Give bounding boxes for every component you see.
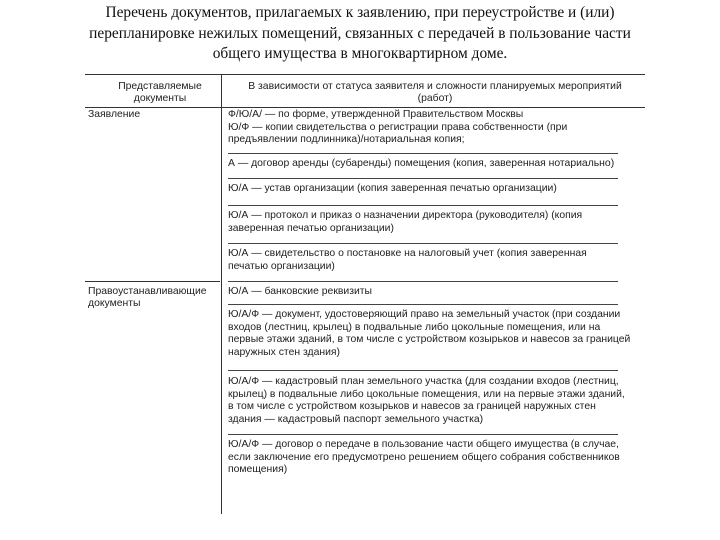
- entry-tax-registration: [228, 248, 638, 273]
- table-top-border: [85, 74, 645, 75]
- entry-director-order: [228, 210, 638, 235]
- header-left-line-1: Представляемые: [118, 81, 202, 92]
- section-label-title-documents: [88, 286, 218, 310]
- entry-separator: [228, 370, 618, 371]
- entry-line: входов (лестниц, крылец) в подвальные либо цокольные помещения, или на: [228, 321, 601, 333]
- entry-line: Ю/А/Ф — кадастровый план земельного участка (для создании входов (лестниц,: [228, 376, 619, 387]
- entry-line: Ю/А — банковские реквизиты: [228, 286, 372, 297]
- header-right-line-2: (работ): [417, 93, 453, 104]
- entry-charter: [228, 183, 638, 196]
- entry-application-form: [228, 109, 638, 147]
- header-conditions: [230, 81, 640, 105]
- entry-separator: [228, 304, 618, 305]
- entry-separator: [228, 281, 618, 282]
- entry-line: наружных стен здания): [228, 346, 340, 358]
- section-label-line: Заявление: [88, 109, 141, 120]
- entry-line: Ю/А — протокол и приказ о назначении директора (руководителя) (копия: [228, 210, 583, 221]
- entry-line: если заключение его предусмотрено решением общего собрания собственников: [228, 451, 620, 463]
- title-line-2: перепланировке нежилых помещений, связанных с передачей в пользование части: [89, 24, 631, 42]
- entry-line: Ю/А/Ф — документ, удостоверяющий право на земельный участок (при создании: [228, 309, 621, 320]
- header-left-line-2: документы: [133, 93, 187, 104]
- entry-separator: [228, 153, 618, 154]
- entry-common-property-agreement: [228, 439, 638, 477]
- entry-line: Ю/А/Ф — договор о передаче в пользование части общего имущества (в случае,: [228, 439, 619, 450]
- column-divider: [221, 74, 222, 514]
- entry-line: А — договор аренды (субаренды) помещения (копия, заверенная нотариально): [228, 158, 615, 169]
- entry-line: заверенная печатью организации): [228, 222, 394, 234]
- entry-separator: [228, 434, 618, 435]
- entry-line: первые этажи зданий, в том числе с устройством козырьков и навесов за границей: [228, 334, 631, 345]
- entry-line: Ю/А — свидетельство о постановке на налоговый учет (копия заверенная: [228, 248, 587, 259]
- entry-cadastral-plan: [228, 376, 638, 426]
- entry-line: предъявлении подлинника)/нотариальная копия;: [228, 134, 465, 145]
- header-bottom-border: [85, 107, 645, 108]
- entry-line: крылец) в подвальные либо цокольные помещения, или на первые этажи зданий,: [228, 388, 625, 400]
- entry-land-rights: [228, 309, 638, 359]
- entry-line: печатью организации): [228, 260, 335, 272]
- section-label-line: документы: [88, 298, 141, 309]
- documents-table: [85, 74, 645, 534]
- entry-line: здания — кадастровый паспорт земельного участка): [228, 413, 484, 425]
- entry-line: Ю/А — устав организации (копия заверенная печатью организации): [228, 183, 557, 194]
- entry-separator: [228, 178, 618, 179]
- entry-line: Ю/Ф — копии свидетельства о регистрации права собственности (при: [228, 121, 568, 133]
- entry-separator: [228, 243, 618, 244]
- header-documents: [105, 81, 215, 105]
- section-label-application: [88, 109, 218, 121]
- entry-lease-agreement: [228, 158, 638, 171]
- entry-line: Ф/Ю/А/ — по форме, утвержденной Правительством Москвы: [228, 109, 524, 120]
- entry-separator: [228, 205, 618, 206]
- entry-line: помещения): [228, 464, 288, 475]
- title-line-1: Перечень документов, прилагаемых к заявлению, при переустройстве и (или): [105, 4, 615, 21]
- section-label-line: Правоустанавливающие: [88, 286, 207, 297]
- header-right-line-1: В зависимости от статуса заявителя и сложности планируемых мероприятий: [248, 81, 622, 92]
- title-line-3: общего имущества в многоквартирном доме.: [212, 45, 508, 62]
- entry-bank-details: [228, 286, 638, 299]
- section-divider: [85, 281, 220, 282]
- page-title: [40, 3, 680, 65]
- entry-line: в том числе с устройством козырьков и навесов за границей наружных стен: [228, 401, 596, 412]
